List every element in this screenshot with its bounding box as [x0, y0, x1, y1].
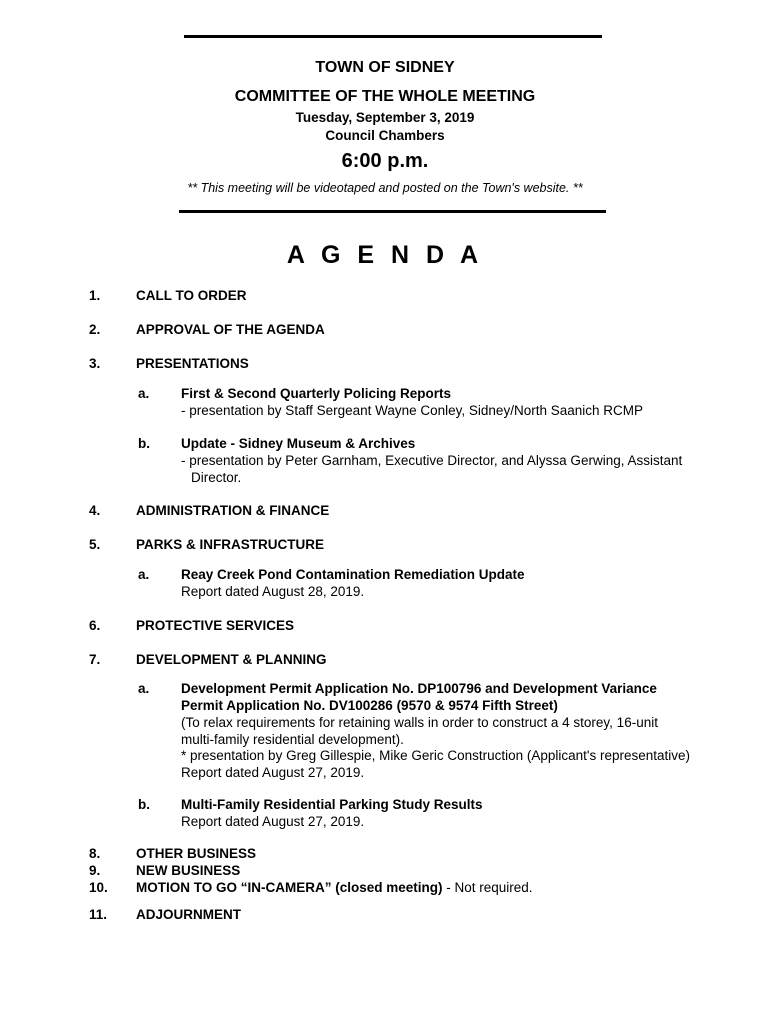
meeting-location: Council Chambers	[325, 128, 445, 143]
item-number: 3.	[89, 356, 101, 371]
item-number: 5.	[89, 537, 101, 552]
header-top-rule	[184, 35, 602, 38]
item-number: 4.	[89, 503, 101, 518]
subitem-detail: (To relax requirements for retaining walls in order to construct a 4 storey, 16-unit	[181, 715, 658, 730]
item-title: ADJOURNMENT	[136, 907, 242, 922]
item-number: 2.	[89, 322, 101, 337]
item-number: 6.	[89, 618, 101, 633]
item-title: PROTECTIVE SERVICES	[136, 618, 295, 633]
header-bottom-rule	[179, 210, 606, 213]
item-number: 1.	[89, 288, 101, 303]
subitem-detail: Report dated August 28, 2019.	[181, 584, 365, 599]
subitem-detail: - presentation by Peter Garnham, Executive Director, and Alyssa Gerwing, Assistant	[181, 453, 683, 468]
item-title: OTHER BUSINESS	[136, 846, 257, 861]
item-number: 7.	[89, 652, 101, 667]
subitem-title-continued: Permit Application No. DV100286 (9570 & 9574 Fifth Street)	[181, 698, 558, 713]
subitem-title: Reay Creek Pond Contamination Remediation Update	[181, 567, 525, 582]
subitem-title: First & Second Quarterly Policing Reports	[181, 386, 452, 401]
subitem-letter: b.	[138, 797, 150, 812]
item-title: NEW BUSINESS	[136, 863, 241, 878]
subitem-title: Multi-Family Residential Parking Study Results	[181, 797, 483, 812]
subitem-detail: Report dated August 27, 2019.	[181, 765, 365, 780]
meeting-time: 6:00 p.m.	[341, 150, 429, 172]
subitem-letter: a.	[138, 386, 150, 401]
item-title: DEVELOPMENT & PLANNING	[136, 652, 327, 667]
item-title: CALL TO ORDER	[136, 288, 247, 303]
subitem-letter: a.	[138, 567, 150, 582]
subitem-title: Update - Sidney Museum & Archives	[181, 436, 416, 451]
subitem-detail: Director.	[191, 470, 242, 485]
item-number: 11.	[89, 907, 108, 922]
item-number: 9.	[89, 863, 101, 878]
subitem-detail: multi-family residential development).	[181, 732, 404, 747]
subitem-letter: b.	[138, 436, 150, 451]
subitem-detail: - presentation by Staff Sergeant Wayne Conley, Sidney/North Saanich RCMP	[181, 403, 643, 418]
agenda-heading: A G E N D A	[286, 241, 484, 269]
item-title: MOTION TO GO “IN-CAMERA” (closed meeting)	[136, 880, 443, 895]
subitem-detail: * presentation by Greg Gillespie, Mike Geric Construction (Applicant's representative)	[181, 748, 691, 763]
item-title: ADMINISTRATION & FINANCE	[136, 503, 330, 518]
item-number: 8.	[89, 846, 101, 861]
item-note: - Not required.	[442, 880, 533, 895]
org-title: TOWN OF SIDNEY	[315, 59, 455, 76]
meeting-title: COMMITTEE OF THE WHOLE MEETING	[234, 88, 536, 105]
meeting-date: Tuesday, September 3, 2019	[295, 110, 475, 125]
item-title: PRESENTATIONS	[136, 356, 249, 371]
item-title: APPROVAL OF THE AGENDA	[136, 322, 325, 337]
subitem-title: Development Permit Application No. DP100796 and Development Variance	[181, 681, 657, 696]
subitem-detail: Report dated August 27, 2019.	[181, 814, 365, 829]
item-number: 10.	[89, 880, 108, 895]
subitem-letter: a.	[138, 681, 150, 696]
item-title-line	[136, 879, 533, 896]
item-title: PARKS & INFRASTRUCTURE	[136, 537, 324, 552]
video-notice: ** This meeting will be videotaped and posted on the Town's website. **	[187, 181, 583, 195]
